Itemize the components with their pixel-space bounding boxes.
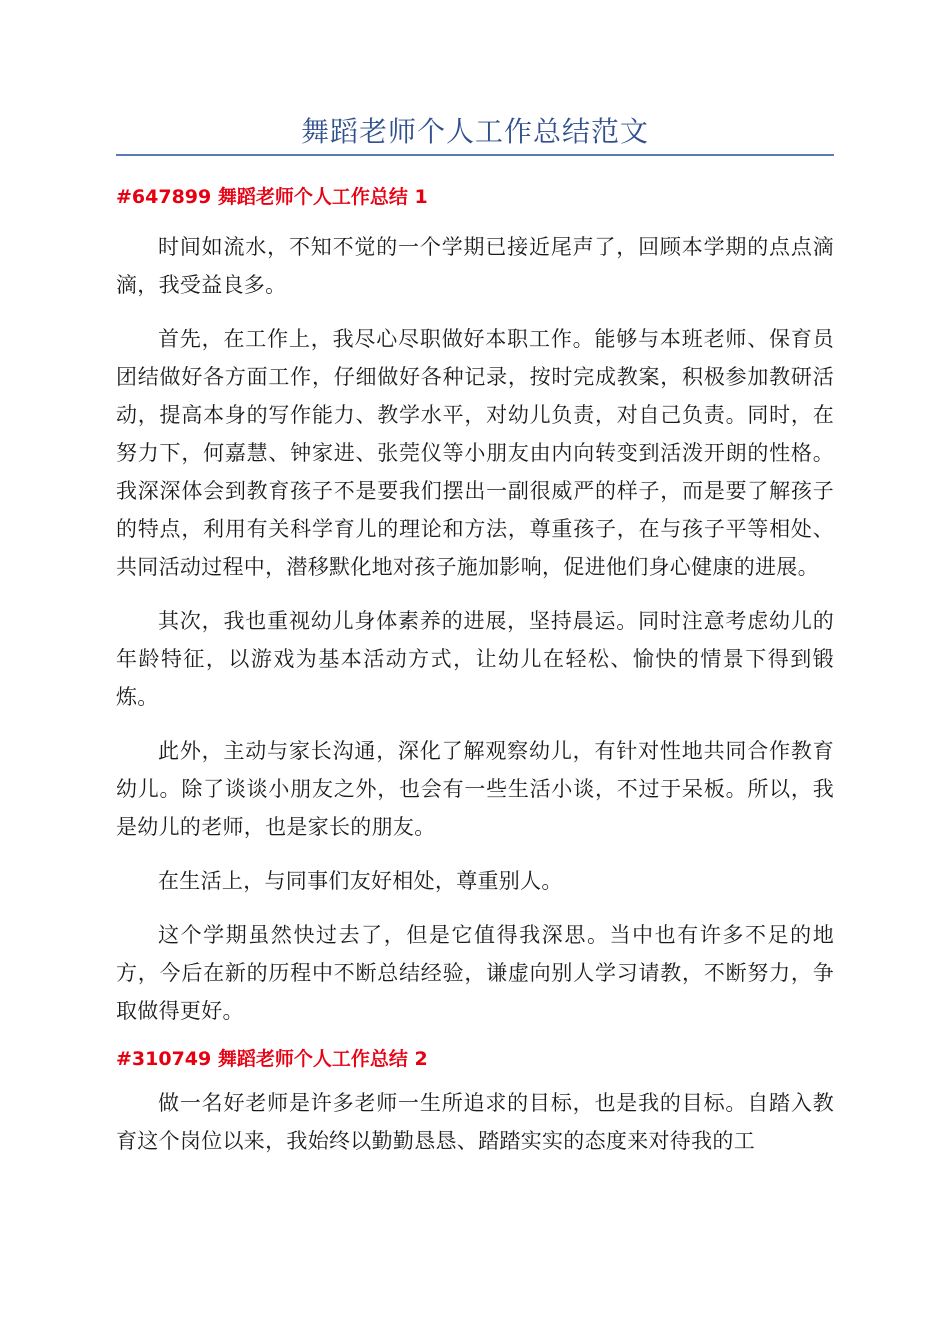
paragraph: 在生活上，与同事们友好相处，尊重别人。 (158, 869, 563, 893)
section-heading-1: #647899 舞蹈老师个人工作总结 1 (116, 186, 428, 208)
paragraph: 此外，主动与家长沟通，深化了解观察幼儿，有针对性地共同合作教育幼儿。除了谈谈小朋友之外，也会有一些生活小谈，不过于呆板。所以，我是幼儿的老师，也是家长的朋友。 (116, 739, 834, 839)
section-heading-2: #310749 舞蹈老师个人工作总结 2 (116, 1048, 428, 1070)
paragraph: 这个学期虽然快过去了，但是它值得我深思。当中也有许多不足的地方，今后在新的历程中不断总结经验，谦虚向别人学习请教，不断努力，争取做得更好。 (116, 923, 834, 1023)
document-page (116, 0, 834, 1160)
paragraph: 其次，我也重视幼儿身体素养的进展，坚持晨运。同时注意考虑幼儿的年龄特征，以游戏为基本活动方式，让幼儿在轻松、愉快的情景下得到锻炼。 (116, 609, 834, 709)
paragraph: 时间如流水，不知不觉的一个学期已接近尾声了，回顾本学期的点点滴滴，我受益良多。 (116, 235, 834, 297)
paragraph: 首先，在工作上，我尽心尽职做好本职工作。能够与本班老师、保育员团结做好各方面工作，仔细做好各种记录，按时完成教案，积极参加教研活动，提高本身的写作能力、教学水平，对幼儿负责，对自己负责。同时，在努力下，何嘉慧、钟家进、张莞仪等小朋友由内向转变到活泼开朗的性格。我深深体会到教育孩子不是要我们摆出一副很威严的样子，而是要了解孩子的特点，利用有关科学育儿的理论和方法，尊重孩子，在与孩子平等相处、共同活动过程中，潜移默化地对孩子施加影响，促进他们身心健康的进展。 (116, 327, 834, 579)
title-underline (116, 154, 834, 156)
document-title: 舞蹈老师个人工作总结范文 (300, 115, 649, 148)
paragraph: 做一名好老师是许多老师一生所追求的目标，也是我的目标。自踏入教育这个岗位以来，我始终以勤勤恳恳、踏踏实实的态度来对待我的工 (116, 1091, 834, 1153)
